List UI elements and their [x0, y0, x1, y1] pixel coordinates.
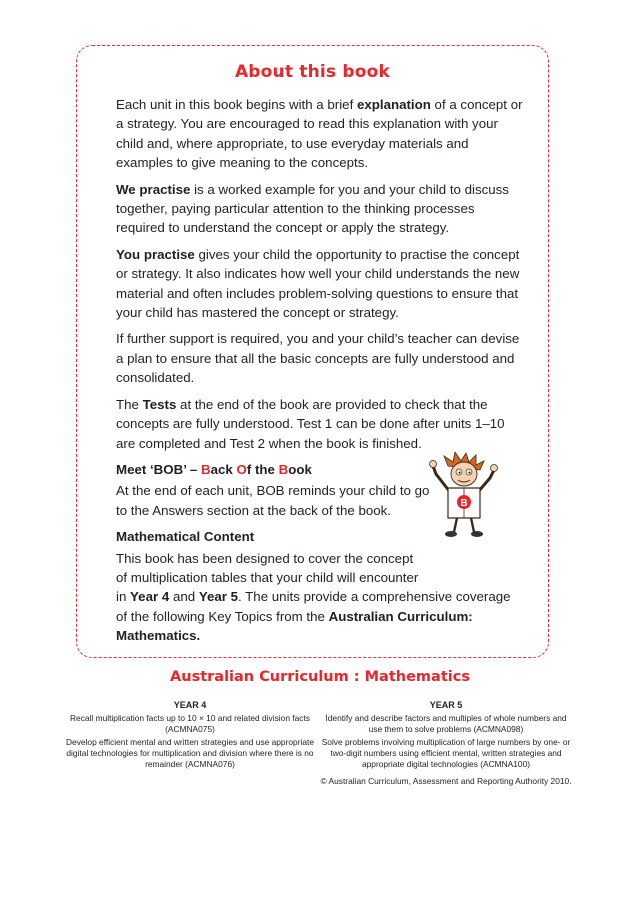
- bold-term: You practise: [116, 246, 195, 262]
- text-span: of multiplication tables that your child will encounter: [116, 569, 419, 585]
- bob-mascot-icon: [426, 452, 502, 538]
- bold-term: explanation: [356, 97, 431, 112]
- red-letter: B: [278, 461, 289, 477]
- year4-column: [62, 700, 318, 772]
- text-span: The: [116, 396, 143, 412]
- text-span: and: [169, 589, 199, 605]
- bold-term: Year 4: [130, 589, 170, 605]
- bold-term: Mathematics.: [116, 628, 201, 644]
- year5-column: [318, 700, 574, 789]
- text-span: Meet ‘BOB’ –: [116, 461, 201, 477]
- text-span: f the: [246, 461, 279, 477]
- text-span: is a worked example for you and your child to discuss together, paying particular attention to the thinking processes required to understand the concept or apply the strategy.: [116, 181, 509, 236]
- year5-item: Identify and describe factors and multiples of whole numbers and use them to solve problems (ACMNA098): [325, 713, 567, 734]
- year5-label: YEAR 5: [429, 700, 463, 710]
- text-span: . The units provide a comprehensive coverage: [238, 589, 511, 605]
- year4-item: Recall multiplication facts up to 10 × 10 and related division facts (ACMNA075): [70, 713, 310, 734]
- text-span: of a concept or a strategy. You are encouraged to read this explanation with your child and, where appropriate, to use everyday materials and examples to give meaning to the concepts.: [116, 97, 523, 171]
- bold-term: Year 5: [198, 589, 239, 605]
- paragraph-explanation: [116, 95, 526, 173]
- bold-term: We practise: [116, 181, 191, 197]
- paragraph-we-practise: [116, 180, 526, 238]
- curriculum-title: Australian Curriculum : Mathematics: [170, 669, 470, 685]
- year4-item: Develop efficient mental and written strategies and use appropriate digital technologies for multiplication and division where there is no remainder (ACMNA076): [66, 737, 314, 769]
- text-span: Each unit in this book begins with a brief: [116, 97, 357, 112]
- text-span: ook: [288, 461, 312, 477]
- paragraph-you-practise: [116, 245, 526, 323]
- math-heading: Mathematical Content: [116, 529, 255, 545]
- red-letter: O: [236, 461, 247, 477]
- bold-term: Australian Curriculum:: [328, 608, 473, 624]
- page-title: About this book: [234, 62, 391, 82]
- about-body: [116, 95, 526, 653]
- math-paragraph: [116, 549, 526, 646]
- text-span: of the following Key Topics from the: [116, 608, 329, 624]
- year4-label: YEAR 4: [173, 700, 207, 710]
- text-span: ack: [210, 461, 237, 477]
- text-span: to the Answers section at the back of the book.: [116, 502, 391, 518]
- year5-item: Solve problems involving multiplication of large numbers by one- or two-digit numbers using efficient mental, written strategies and appropriate digital technologies (ACMNA100): [321, 737, 571, 769]
- paragraph-tests: [116, 395, 526, 453]
- copyright-note: © Australian Curriculum, Assessment and Reporting Authority 2010.: [320, 776, 572, 786]
- svg-text:B: B: [460, 498, 468, 509]
- text-span: gives your child the opportunity to practise the concept or strategy. It also indicates how well your child understands the new material and often includes problem-solving questions to ensure that your child has mastered the concept or strategy.: [116, 246, 520, 321]
- text-span: at the end of the book are provided to check that the concepts are fully understood. Test 1 can be done after units 1–10 are completed and Test 2 when the book is finished.: [116, 396, 505, 451]
- text-span: At the end of each unit, BOB reminds your child to go: [116, 483, 430, 499]
- bold-term: Tests: [142, 396, 177, 412]
- paragraph-support: If further support is required, you and your child’s teacher can devise a plan to ensure that all the basic concepts are fully understood and consolidated.: [116, 331, 520, 386]
- red-letter: B: [200, 461, 211, 477]
- text-span: in: [116, 589, 131, 605]
- text-span: This book has been designed to cover the concept: [116, 550, 414, 566]
